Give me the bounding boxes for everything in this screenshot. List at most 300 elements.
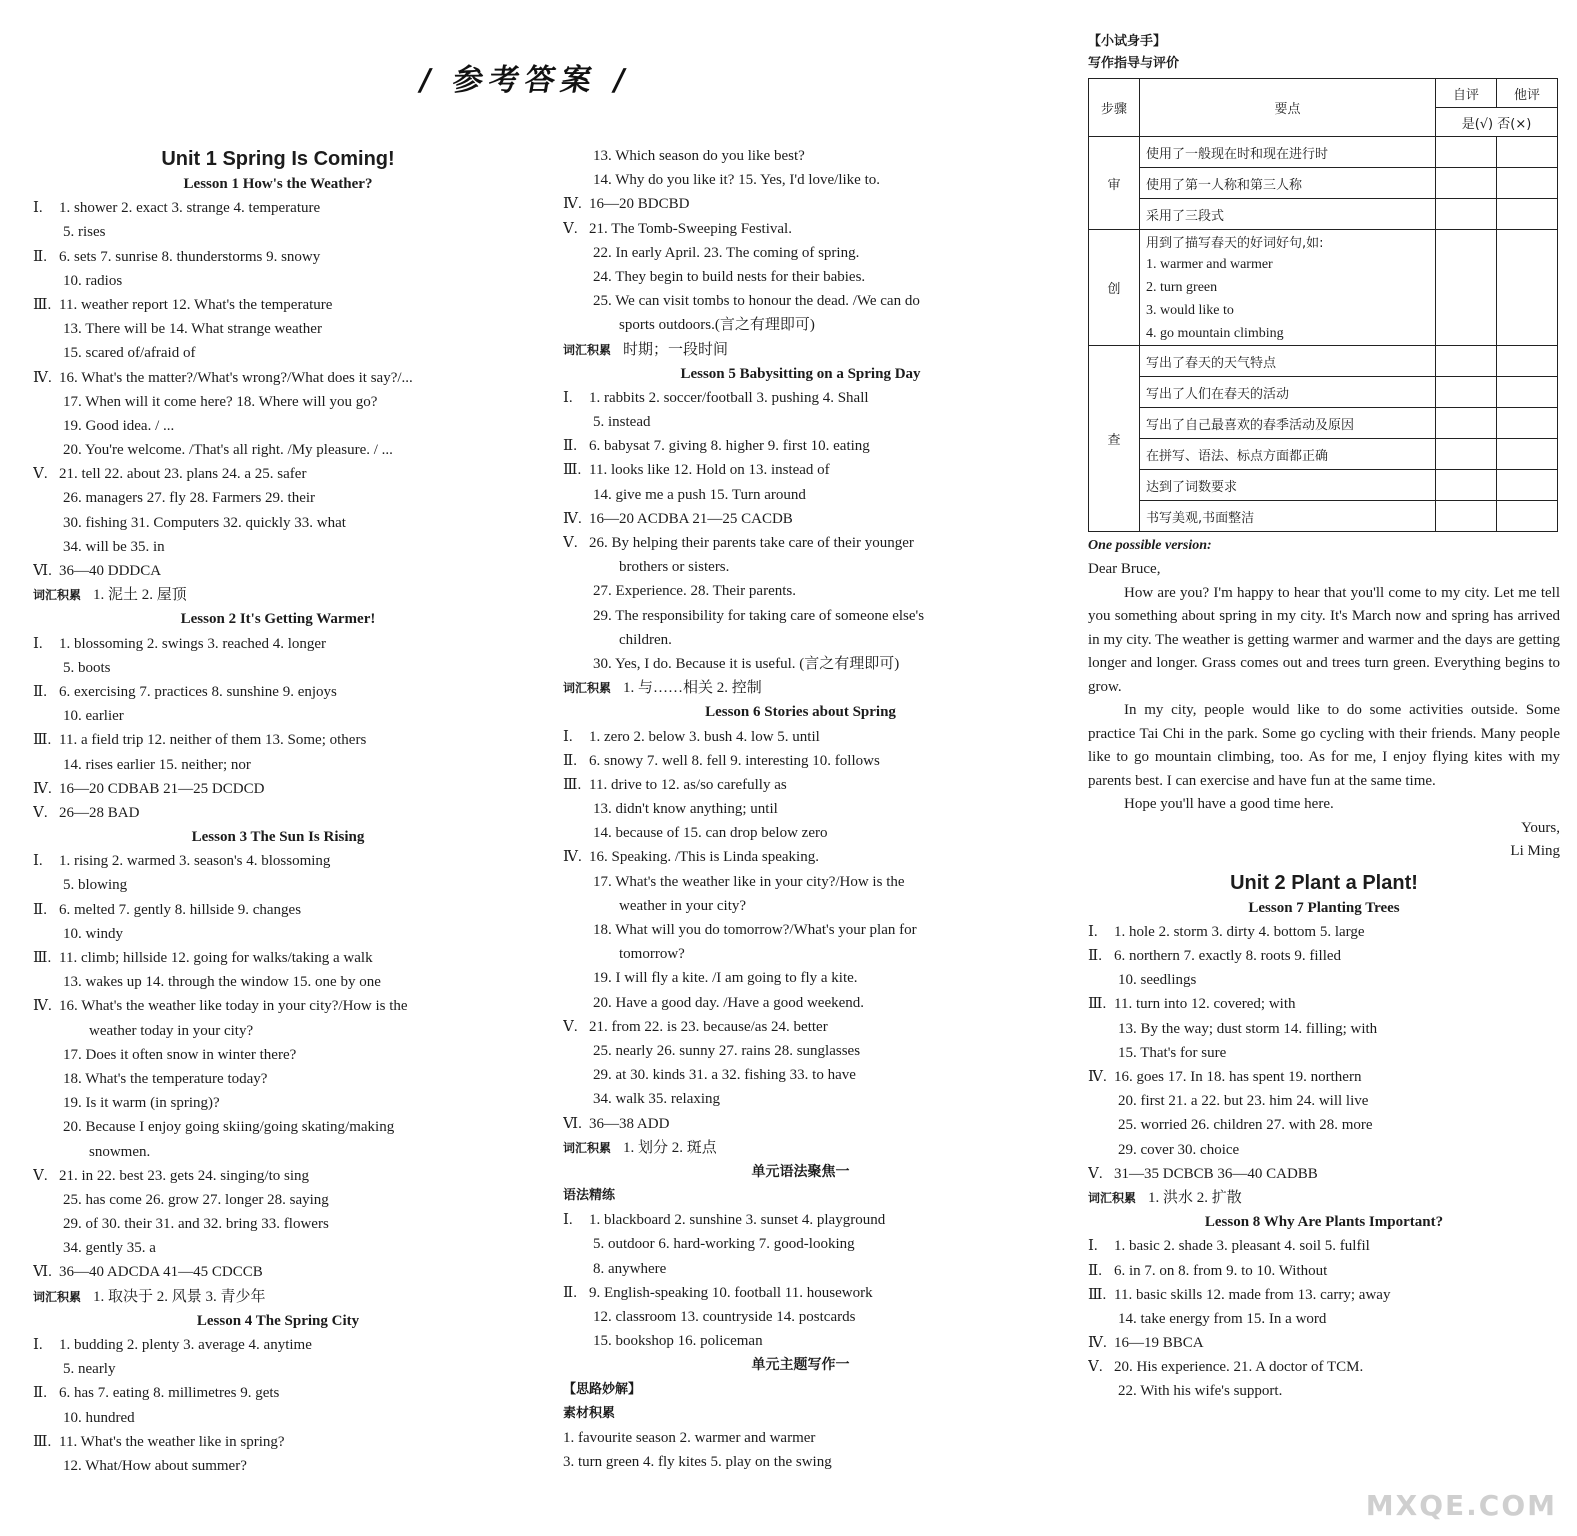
answer-line bbox=[1088, 1331, 1560, 1355]
section-number: Ⅱ. bbox=[33, 248, 47, 265]
point-cell: 采用了三段式 bbox=[1140, 199, 1436, 230]
answer-text: 16—20 BDCBD bbox=[589, 196, 690, 213]
answer-line: 5. nearly bbox=[63, 1361, 116, 1378]
answer-text: 21. from 22. is 23. because/as 24. better bbox=[589, 1018, 828, 1035]
self-eval-cell bbox=[1436, 377, 1497, 408]
answer-text: 6. snowy 7. well 8. fell 9. interesting 10. follows bbox=[589, 752, 880, 769]
section-number: Ⅲ. bbox=[33, 1433, 52, 1450]
answer-line bbox=[33, 245, 523, 269]
section-number: Ⅱ. bbox=[33, 1385, 47, 1402]
answer-text: 26. By helping their parents take care of their younger bbox=[589, 535, 914, 551]
section-number: Ⅲ. bbox=[563, 462, 582, 479]
answer-line: 29. of 30. their 31. and 32. bring 33. flowers bbox=[63, 1216, 329, 1233]
section-number: Ⅴ. bbox=[1088, 1359, 1103, 1376]
answer-line: 22. With his wife's support. bbox=[1118, 1383, 1283, 1400]
answer-line: 30. Yes, I do. Because it is useful. (言之有理即可) bbox=[593, 655, 900, 672]
answer-line: 14. Why do you like it? 15. Yes, I'd love/like to. bbox=[593, 172, 880, 189]
answer-line-continued: children. bbox=[619, 631, 672, 648]
lesson-title: Lesson 5 Babysitting on a Spring Day bbox=[680, 365, 921, 382]
point-cell: 写出了自己最喜欢的春季活动及原因 bbox=[1140, 408, 1436, 439]
answer-line bbox=[33, 1381, 523, 1405]
step-cell: 查 bbox=[1089, 346, 1140, 532]
vocab-line bbox=[1088, 1186, 1560, 1210]
header-peer: 他评 bbox=[1497, 79, 1558, 108]
answer-text: 1. shower 2. exact 3. strange 4. temperature bbox=[59, 200, 321, 217]
answer-column-3 bbox=[1088, 30, 1560, 1404]
answer-line bbox=[33, 994, 523, 1018]
answer-line: 18. What's the temperature today? bbox=[63, 1070, 268, 1087]
answer-line: 12. What/How about summer? bbox=[63, 1457, 247, 1474]
answer-line: 5. blowing bbox=[63, 877, 128, 894]
answer-text: 16—20 CDBAB 21—25 DCDCD bbox=[59, 780, 265, 797]
answer-column-2 bbox=[563, 144, 1038, 1474]
point-cell: 用到了描写春天的好词好句,如: bbox=[1140, 230, 1436, 254]
answer-line: 25. We can visit tombs to honour the dead. /We can do bbox=[593, 293, 920, 310]
answer-line: 10. radios bbox=[63, 272, 123, 289]
letter-signature: Li Ming bbox=[1510, 843, 1560, 860]
answer-line bbox=[563, 1281, 1038, 1305]
section-number: Ⅴ. bbox=[563, 535, 578, 551]
answer-line: 15. scared of/afraid of bbox=[63, 345, 196, 362]
answer-line bbox=[1088, 920, 1560, 944]
answer-line: 10. earlier bbox=[63, 708, 124, 725]
answer-line bbox=[563, 845, 1038, 869]
answer-text: 11. turn into 12. covered; with bbox=[1114, 996, 1296, 1013]
answer-line bbox=[33, 1333, 523, 1357]
answer-line bbox=[1088, 1355, 1560, 1379]
point-cell: 使用了第一人称和第三人称 bbox=[1140, 168, 1436, 199]
section-number: Ⅲ. bbox=[1088, 1286, 1107, 1303]
answer-line bbox=[563, 773, 1038, 797]
answer-line-continued: brothers or sisters. bbox=[619, 559, 730, 576]
answer-line: 20. first 21. a 22. but 23. him 24. will live bbox=[1118, 1093, 1369, 1110]
table-row bbox=[1089, 299, 1558, 322]
lesson-title: Lesson 4 The Spring City bbox=[196, 1312, 360, 1329]
answer-text: 1. rising 2. warmed 3. season's 4. blossoming bbox=[59, 853, 331, 870]
section-number: Ⅳ. bbox=[33, 780, 52, 797]
table-row bbox=[1089, 470, 1558, 501]
section-bracket-label: 【思路妙解】 bbox=[563, 1381, 642, 1397]
answer-line: 24. They begin to build nests for their babies. bbox=[593, 268, 866, 285]
answer-line: 26. managers 27. fly 28. Farmers 29. their bbox=[63, 490, 316, 507]
section-number: Ⅰ. bbox=[33, 200, 43, 217]
self-eval-cell bbox=[1436, 470, 1497, 501]
answer-line: 13. By the way; dust storm 14. filling; with bbox=[1118, 1020, 1378, 1037]
answer-line bbox=[1088, 944, 1560, 968]
answer-line: 34. gently 35. a bbox=[63, 1240, 156, 1257]
answer-line-continued: tomorrow? bbox=[619, 946, 685, 963]
answer-line: 14. give me a push 15. Turn around bbox=[593, 486, 806, 503]
answer-text: 6. sets 7. sunrise 8. thunderstorms 9. snowy bbox=[59, 248, 321, 265]
letter-closing: Yours, bbox=[1521, 819, 1560, 836]
subsection-label: 素材积累 bbox=[563, 1405, 616, 1421]
answer-line bbox=[33, 680, 523, 704]
section-number: Ⅲ. bbox=[33, 296, 52, 313]
answer-line bbox=[563, 217, 1038, 241]
peer-eval-cell bbox=[1497, 137, 1558, 168]
answer-line: 15. bookshop 16. policeman bbox=[593, 1333, 763, 1350]
answer-text: 6. babysat 7. giving 8. higher 9. first 10. eating bbox=[589, 438, 870, 455]
unit-title: Unit 2 Plant a Plant! bbox=[1230, 871, 1418, 894]
answer-line: 34. will be 35. in bbox=[63, 538, 165, 555]
self-eval-cell bbox=[1436, 299, 1497, 322]
self-eval-cell bbox=[1436, 137, 1497, 168]
answer-line bbox=[563, 1208, 1038, 1232]
answer-line-continued: weather today in your city? bbox=[89, 1022, 254, 1039]
peer-eval-cell bbox=[1497, 199, 1558, 230]
page-header-title: / 参考答案 / bbox=[416, 63, 634, 98]
answer-line bbox=[563, 1015, 1038, 1039]
section-number: Ⅱ. bbox=[33, 683, 47, 700]
answer-line: 5. outdoor 6. hard-working 7. good-looking bbox=[593, 1236, 855, 1253]
point-cell: 4. go mountain climbing bbox=[1140, 322, 1436, 346]
section-number: Ⅰ. bbox=[33, 635, 43, 652]
answer-line bbox=[33, 946, 523, 970]
answer-text: 21. tell 22. about 23. plans 24. a 25. safer bbox=[59, 466, 307, 483]
answer-line: 17. Does it often snow in winter there? bbox=[63, 1046, 297, 1063]
peer-eval-cell bbox=[1497, 230, 1558, 254]
answer-line: 14. take energy from 15. In a word bbox=[1118, 1310, 1327, 1327]
section-number: Ⅳ. bbox=[33, 998, 52, 1015]
point-cell: 在拼写、语法、标点方面都正确 bbox=[1140, 439, 1436, 470]
evaluation-table bbox=[1088, 78, 1558, 532]
vocab-tag: 词汇积累 bbox=[33, 1289, 82, 1304]
answer-text: 1. hole 2. storm 3. dirty 4. bottom 5. large bbox=[1114, 923, 1365, 940]
answer-text: 16. Speaking. /This is Linda speaking. bbox=[589, 849, 819, 866]
vocab-tag: 词汇积累 bbox=[33, 588, 82, 603]
answer-column-1 bbox=[33, 146, 523, 1478]
answer-line bbox=[1088, 1283, 1560, 1307]
section-number: Ⅲ. bbox=[1088, 996, 1107, 1013]
self-eval-cell bbox=[1436, 199, 1497, 230]
section-number: Ⅱ. bbox=[563, 752, 577, 769]
vocab-line bbox=[563, 676, 1038, 700]
table-row bbox=[1089, 276, 1558, 299]
section-title: 单元语法聚焦一 bbox=[751, 1163, 850, 1180]
section-number: Ⅵ. bbox=[563, 1115, 582, 1132]
answer-line: 25. has come 26. grow 27. longer 28. saying bbox=[63, 1191, 329, 1208]
answer-line: 13. There will be 14. What strange weather bbox=[63, 321, 322, 338]
point-cell: 2. turn green bbox=[1140, 276, 1436, 299]
table-title: 写作指导与评价 bbox=[1088, 56, 1180, 72]
answer-line bbox=[563, 1112, 1038, 1136]
section-number: Ⅳ. bbox=[1088, 1335, 1107, 1352]
answer-text: 16. goes 17. In 18. has spent 19. northern bbox=[1114, 1069, 1362, 1085]
answer-text: 1. rabbits 2. soccer/football 3. pushing 4. Shall bbox=[589, 389, 869, 406]
table-row bbox=[1089, 199, 1558, 230]
table-row bbox=[1089, 501, 1558, 532]
section-number: Ⅳ. bbox=[563, 849, 582, 866]
letter-greeting: Dear Bruce, bbox=[1088, 561, 1161, 578]
answer-text: 6. exercising 7. practices 8. sunshine 9. enjoys bbox=[59, 683, 337, 700]
lesson-title: Lesson 1 How's the Weather? bbox=[183, 176, 373, 192]
section-number: Ⅰ. bbox=[563, 389, 573, 406]
section-number: Ⅰ. bbox=[33, 853, 43, 870]
answer-line: 25. worried 26. children 27. with 28. more bbox=[1118, 1117, 1373, 1134]
peer-eval-cell bbox=[1497, 346, 1558, 377]
answer-line: 17. What's the weather like in your city?/How is the bbox=[593, 873, 905, 890]
point-cell: 3. would like to bbox=[1140, 299, 1436, 322]
answer-line: 20. You're welcome. /That's all right. /My pleasure. / ... bbox=[63, 442, 393, 459]
section-number: Ⅳ. bbox=[33, 369, 52, 386]
answer-line bbox=[33, 898, 523, 922]
section-number: Ⅴ. bbox=[563, 1018, 578, 1035]
answer-line: 5. rises bbox=[63, 224, 106, 241]
peer-eval-cell bbox=[1497, 501, 1558, 532]
answer-line bbox=[33, 366, 523, 390]
answer-line-continued: snowmen. bbox=[89, 1143, 151, 1160]
answer-text: 16. What's the weather like today in your city?/How is the bbox=[59, 998, 408, 1015]
answer-line bbox=[33, 728, 523, 752]
answer-line: 29. cover 30. choice bbox=[1118, 1141, 1240, 1158]
section-number: Ⅵ. bbox=[33, 563, 52, 579]
vocab-text: 1. 与……相关 2. 控制 bbox=[623, 680, 762, 697]
answer-line bbox=[1088, 1065, 1560, 1089]
unit-title: Unit 1 Spring Is Coming! bbox=[161, 148, 395, 170]
answer-line: 20. Because I enjoy going skiing/going skating/making bbox=[63, 1119, 395, 1136]
answer-line bbox=[33, 559, 523, 583]
answer-line: 19. Is it warm (in spring)? bbox=[63, 1095, 220, 1112]
vocab-tag: 词汇积累 bbox=[563, 1140, 612, 1155]
answer-line: 12. classroom 13. countryside 14. postcards bbox=[593, 1309, 856, 1325]
answer-line bbox=[33, 1430, 523, 1454]
answer-line-continued: weather in your city? bbox=[619, 897, 747, 914]
section-number: Ⅱ. bbox=[563, 1284, 577, 1301]
table-row bbox=[1089, 168, 1558, 199]
vocab-text: 1. 取决于 2. 风景 3. 青少年 bbox=[93, 1288, 266, 1305]
sample-letter bbox=[1088, 558, 1560, 864]
table-row bbox=[1089, 137, 1558, 168]
step-cell: 创 bbox=[1089, 230, 1140, 346]
answer-text: 1. budding 2. plenty 3. average 4. anytime bbox=[59, 1337, 312, 1353]
vocab-text: 1. 泥土 2. 屋顶 bbox=[93, 587, 187, 604]
table-row bbox=[1089, 322, 1558, 346]
answer-line: 22. In early April. 23. The coming of spring. bbox=[593, 244, 860, 261]
lesson-title: Lesson 8 Why Are Plants Important? bbox=[1204, 1214, 1444, 1231]
answer-line: 15. That's for sure bbox=[1118, 1044, 1227, 1061]
self-eval-cell bbox=[1436, 230, 1497, 254]
lesson-title: Lesson 6 Stories about Spring bbox=[705, 704, 896, 721]
answer-line: 13. Which season do you like best? bbox=[593, 148, 805, 164]
table-row bbox=[1089, 408, 1558, 439]
peer-eval-cell bbox=[1497, 299, 1558, 322]
answer-line: 34. walk 35. relaxing bbox=[593, 1091, 721, 1108]
step-cell: 审 bbox=[1089, 137, 1140, 230]
answer-text: 26—28 BAD bbox=[59, 804, 140, 821]
answer-list bbox=[33, 172, 523, 1478]
answer-line bbox=[563, 749, 1038, 773]
answer-line: 20. Have a good day. /Have a good weekend. bbox=[593, 994, 865, 1011]
answer-text: 11. climb; hillside 12. going for walks/taking a walk bbox=[59, 950, 373, 966]
answer-line: 5. instead bbox=[593, 414, 651, 431]
vocab-tag: 词汇积累 bbox=[563, 342, 612, 357]
answer-text: 36—40 DDDCA bbox=[59, 563, 162, 579]
vocab-text: 时期；一段时间 bbox=[623, 341, 729, 358]
answer-text: 11. looks like 12. Hold on 13. instead of bbox=[589, 462, 830, 479]
self-eval-cell bbox=[1436, 439, 1497, 470]
answer-text: 1. zero 2. below 3. bush 4. low 5. until bbox=[589, 728, 820, 745]
section-number: Ⅱ. bbox=[563, 438, 577, 455]
header-step: 步骤 bbox=[1089, 79, 1140, 137]
section-number: Ⅳ. bbox=[1088, 1069, 1107, 1085]
peer-eval-cell bbox=[1497, 377, 1558, 408]
lesson-title: Lesson 7 Planting Trees bbox=[1248, 899, 1400, 916]
vocab-tag: 词汇积累 bbox=[563, 681, 612, 696]
answer-line: 5. boots bbox=[63, 659, 111, 676]
answer-line: 29. at 30. kinds 31. a 32. fishing 33. to have bbox=[593, 1067, 856, 1084]
self-eval-cell bbox=[1436, 253, 1497, 276]
answer-text: 11. basic skills 12. made from 13. carry; away bbox=[1114, 1286, 1391, 1303]
table-row bbox=[1089, 230, 1558, 254]
section-number: Ⅱ. bbox=[33, 901, 47, 918]
answer-line bbox=[33, 849, 523, 873]
point-cell: 写出了春天的天气特点 bbox=[1140, 346, 1436, 377]
answer-text: 16—20 ACDBA 21—25 CACDB bbox=[589, 510, 793, 527]
header-yes-no: 是(√) 否(×) bbox=[1436, 108, 1558, 137]
vocab-line bbox=[33, 583, 523, 607]
section-number: Ⅰ. bbox=[563, 1212, 573, 1229]
section-number: Ⅱ. bbox=[1088, 948, 1102, 965]
header-self: 自评 bbox=[1436, 79, 1497, 108]
section-number: Ⅱ. bbox=[1088, 1262, 1102, 1279]
answer-line: 14. rises earlier 15. neither; nor bbox=[63, 756, 251, 773]
self-eval-cell bbox=[1436, 408, 1497, 439]
answer-line: 10. windy bbox=[63, 925, 123, 942]
section-number: Ⅲ. bbox=[563, 776, 582, 793]
watermark-logo: MXQE.COM bbox=[1365, 1489, 1557, 1522]
answer-text: 6. northern 7. exactly 8. roots 9. filled bbox=[1114, 948, 1342, 965]
self-eval-cell bbox=[1436, 322, 1497, 346]
answer-text: 6. melted 7. gently 8. hillside 9. changes bbox=[59, 901, 302, 918]
answer-text: 11. a field trip 12. neither of them 13. Some; others bbox=[59, 732, 367, 749]
point-cell: 1. warmer and warmer bbox=[1140, 253, 1436, 276]
section-number: Ⅴ. bbox=[1088, 1165, 1103, 1182]
section-number: Ⅴ. bbox=[563, 220, 578, 237]
answer-text: 11. What's the weather like in spring? bbox=[59, 1433, 285, 1450]
header-point: 要点 bbox=[1140, 79, 1436, 137]
answer-line: 29. The responsibility for taking care of someone else's bbox=[593, 607, 925, 624]
answer-text: 11. weather report 12. What's the temperature bbox=[59, 296, 333, 313]
answer-line bbox=[33, 1164, 523, 1188]
point-cell: 达到了词数要求 bbox=[1140, 470, 1436, 501]
section-number: Ⅰ. bbox=[33, 1337, 43, 1353]
answer-line bbox=[1088, 992, 1560, 1016]
answer-line: 25. nearly 26. sunny 27. rains 28. sunglasses bbox=[593, 1042, 861, 1059]
section-number: Ⅳ. bbox=[563, 510, 582, 527]
lesson-title: Lesson 3 The Sun Is Rising bbox=[191, 829, 365, 846]
answer-text: 6. in 7. on 8. from 9. to 10. Without bbox=[1114, 1262, 1328, 1279]
answer-line: 13. didn't know anything; until bbox=[593, 801, 778, 818]
vocab-text: 1. 划分 2. 斑点 bbox=[623, 1139, 717, 1156]
answer-text: 6. has 7. eating 8. millimetres 9. gets bbox=[59, 1385, 280, 1402]
section-number: Ⅳ. bbox=[563, 196, 582, 213]
section-title: 单元主题写作一 bbox=[751, 1357, 850, 1374]
lesson-title: Lesson 2 It's Getting Warmer! bbox=[180, 611, 376, 628]
answer-line: 19. Good idea. / ... bbox=[63, 417, 175, 434]
letter-paragraph: Hope you'll have a good time here. bbox=[1124, 796, 1334, 813]
answer-line bbox=[33, 293, 523, 317]
answer-line: 27. Experience. 28. Their parents. bbox=[593, 583, 796, 600]
table-row bbox=[1089, 377, 1558, 408]
answer-line bbox=[1088, 1162, 1560, 1186]
table-row bbox=[1089, 346, 1558, 377]
answer-line bbox=[33, 777, 523, 801]
vocab-text: 1. 洪水 2. 扩散 bbox=[1148, 1189, 1242, 1206]
answer-line bbox=[33, 462, 523, 486]
section-number: Ⅴ. bbox=[33, 1167, 48, 1184]
answer-text: 1. basic 2. shade 3. pleasant 4. soil 5. fulfil bbox=[1114, 1238, 1370, 1255]
answer-text: 31—35 DCBCB 36—40 CADBB bbox=[1114, 1165, 1318, 1182]
vocab-line bbox=[33, 1285, 523, 1309]
answer-line bbox=[563, 192, 1038, 216]
section-number: Ⅲ. bbox=[33, 732, 52, 749]
section-number: Ⅴ. bbox=[33, 804, 48, 821]
peer-eval-cell bbox=[1497, 276, 1558, 299]
peer-eval-cell bbox=[1497, 168, 1558, 199]
answer-text: 36—40 ADCDA 41—45 CDCCB bbox=[59, 1264, 263, 1281]
section-number: Ⅴ. bbox=[33, 466, 48, 483]
answer-line: 3. turn green 4. fly kites 5. play on the swing bbox=[563, 1454, 832, 1471]
answer-line bbox=[33, 632, 523, 656]
vocab-tag: 词汇积累 bbox=[1088, 1190, 1137, 1205]
answer-line: 19. I will fly a kite. /I am going to fly a kite. bbox=[593, 970, 858, 987]
answer-text: 36—38 ADD bbox=[589, 1115, 670, 1132]
answer-line bbox=[1088, 1234, 1560, 1258]
answer-line bbox=[563, 434, 1038, 458]
answer-line bbox=[563, 725, 1038, 749]
answer-text: 20. His experience. 21. A doctor of TCM. bbox=[1114, 1359, 1364, 1376]
letter-paragraph: How are you? I'm happy to hear that you'll come to my city. Let me tell you something about spring in my city. It's March now and spring has arrived in my city. The weather is getting warmer and warmer and the days are getting longer and longer. Grass comes out and trees turn green. Everything begins to grow. bbox=[1088, 584, 1560, 695]
answer-text: 1. blackboard 2. sunshine 3. sunset 4. playground bbox=[589, 1212, 886, 1229]
answer-line: 17. When will it come here? 18. Where will you go? bbox=[63, 393, 378, 410]
answer-line: 10. hundred bbox=[63, 1409, 135, 1426]
section-number: Ⅰ. bbox=[563, 728, 573, 745]
peer-eval-cell bbox=[1497, 470, 1558, 501]
answer-line bbox=[33, 1260, 523, 1284]
peer-eval-cell bbox=[1497, 439, 1558, 470]
self-eval-cell bbox=[1436, 501, 1497, 532]
answer-line: 30. fishing 31. Computers 32. quickly 33. what bbox=[63, 514, 346, 531]
answer-line: 8. anywhere bbox=[593, 1260, 667, 1277]
point-cell: 写出了人们在春天的活动 bbox=[1140, 377, 1436, 408]
self-eval-cell bbox=[1436, 276, 1497, 299]
vocab-line bbox=[563, 338, 1038, 362]
answer-text: 1. blossoming 2. swings 3. reached 4. longer bbox=[59, 635, 327, 652]
answer-line bbox=[33, 196, 523, 220]
point-cell: 书写美观,书面整洁 bbox=[1140, 501, 1436, 532]
peer-eval-cell bbox=[1497, 322, 1558, 346]
answer-text: 21. in 22. best 23. gets 24. singing/to sing bbox=[59, 1167, 310, 1184]
answer-list bbox=[1088, 896, 1560, 1404]
peer-eval-cell bbox=[1497, 408, 1558, 439]
subsection-label: 语法精练 bbox=[563, 1188, 616, 1204]
answer-line bbox=[563, 507, 1038, 531]
self-eval-cell bbox=[1436, 346, 1497, 377]
table-row bbox=[1089, 253, 1558, 276]
section-number: Ⅵ. bbox=[33, 1264, 52, 1281]
point-cell: 使用了一般现在时和现在进行时 bbox=[1140, 137, 1436, 168]
answer-list bbox=[563, 144, 1038, 1474]
section-number: Ⅰ. bbox=[1088, 1238, 1098, 1255]
answer-text: 9. English-speaking 10. football 11. housework bbox=[589, 1284, 873, 1301]
answer-line: 13. wakes up 14. through the window 15. one by one bbox=[63, 974, 381, 991]
letter-paragraph: In my city, people would like to do some activities outside. Some practice Tai Chi in the park. Some go cycling with their friends. Many people like to go mountain climbing, too. As for me, I enjoy flying kites with my parents best. I can exercise and have fun at the same time. bbox=[1088, 702, 1560, 789]
section-number: Ⅲ. bbox=[33, 950, 52, 966]
answer-text: 11. drive to 12. as/so carefully as bbox=[589, 776, 787, 793]
section-number: Ⅰ. bbox=[1088, 923, 1098, 940]
version-label: One possible version: bbox=[1088, 538, 1212, 554]
self-eval-cell bbox=[1436, 168, 1497, 199]
